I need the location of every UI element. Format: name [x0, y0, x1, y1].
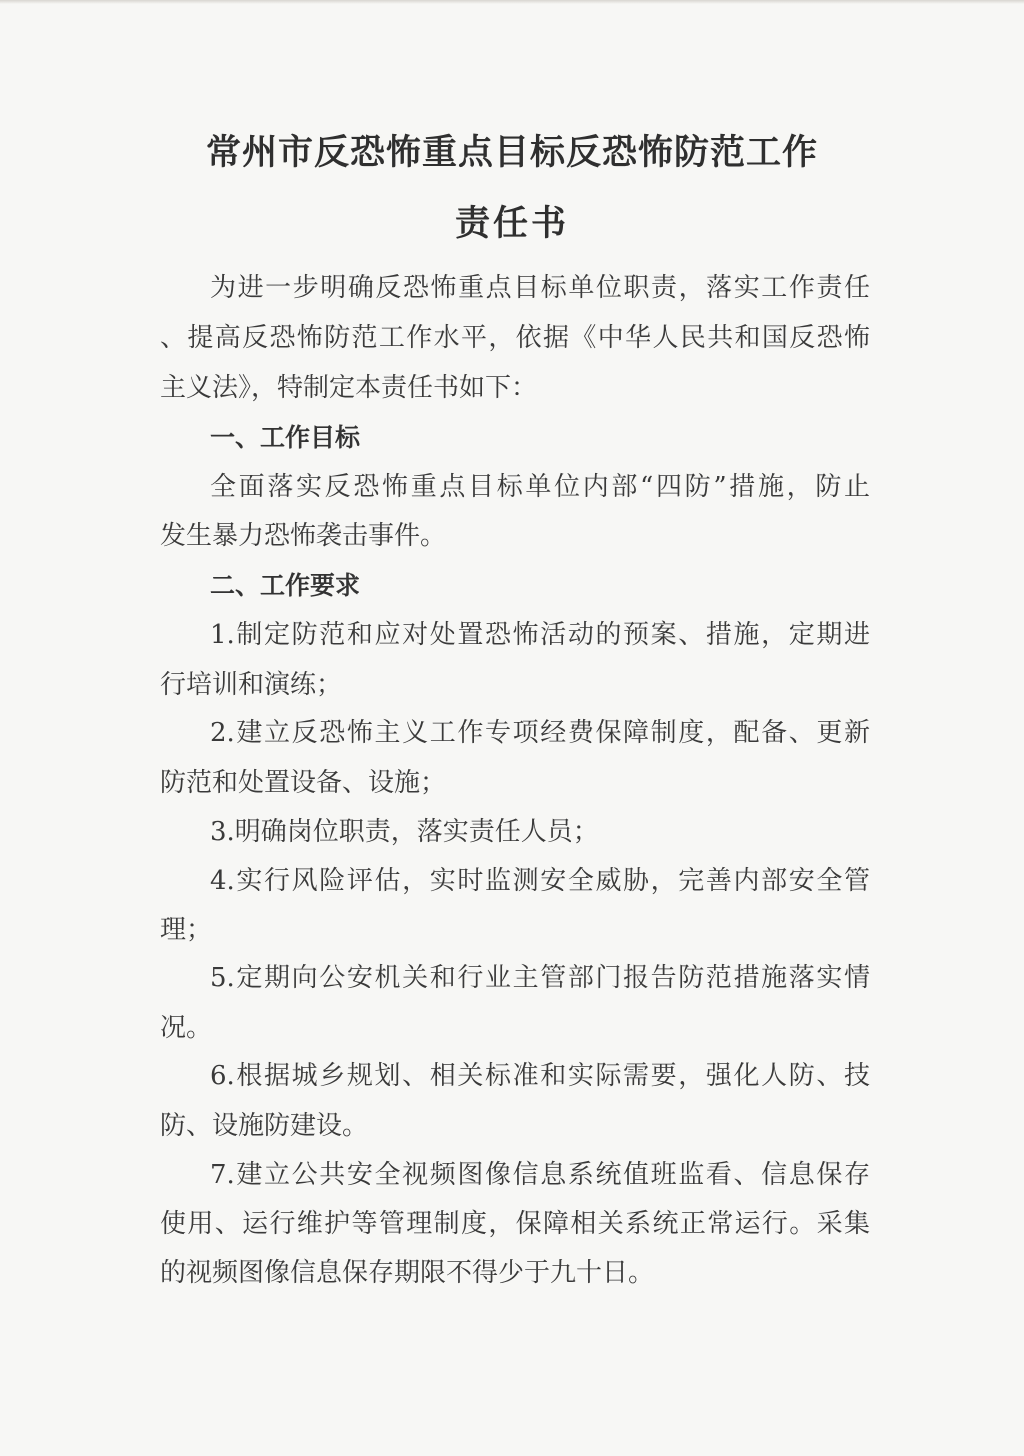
requirement-7-line-2: 使用、运行维护等管理制度，保障相关系统正常运行。采集	[160, 1209, 870, 1239]
intro-line-1: 为进一步明确反恐怖重点目标单位职责，落实工作责任	[210, 273, 870, 303]
requirement-1-line-2: 行培训和演练；	[160, 670, 343, 700]
requirement-4-line-1: 4.实行风险评估，实时监测安全威胁，完善内部安全管	[210, 866, 870, 896]
requirement-5-line-2: 况。	[160, 1013, 213, 1043]
section1-line-2: 发生暴力恐怖袭击事件。	[160, 521, 447, 551]
intro-line-3: 主义法》，特制定本责任书如下：	[160, 373, 538, 403]
scan-edge-shadow	[0, 0, 1024, 4]
requirement-5-line-1: 5.定期向公安机关和行业主管部门报告防范措施落实情	[210, 963, 870, 993]
requirement-7-line-1: 7.建立公共安全视频图像信息系统值班监看、信息保存	[210, 1160, 870, 1190]
document-title-line1: 常州市反恐怖重点目标反恐怖防范工作	[205, 133, 818, 173]
requirement-4-line-2: 理；	[160, 915, 213, 945]
requirement-2-line-1: 2.建立反恐怖主义工作专项经费保障制度，配备、更新	[210, 718, 870, 748]
requirement-6-line-1: 6.根据城乡规划、相关标准和实际需要，强化人防、技	[210, 1061, 870, 1091]
document-title-line2: 责任书	[454, 204, 569, 244]
requirement-7-line-3: 的视频图像信息保存期限不得少于九十日。	[160, 1258, 655, 1288]
section1-line-1: 全面落实反恐怖重点目标单位内部“四防”措施，防止	[210, 472, 870, 502]
section1-heading: 一、工作目标	[210, 423, 361, 452]
intro-line-2: 、提高反恐怖防范工作水平，依据《中华人民共和国反恐怖	[160, 323, 870, 353]
requirement-6-line-2: 防、设施防建设。	[160, 1111, 369, 1141]
requirement-1-line-1: 1.制定防范和应对处置恐怖活动的预案、措施，定期进	[210, 620, 870, 650]
requirement-2-line-2: 防范和处置设备、设施；	[160, 768, 447, 798]
section2-heading: 二、工作要求	[210, 571, 361, 600]
requirement-3-line-1: 3.明确岗位职责，落实责任人员；	[210, 817, 599, 847]
